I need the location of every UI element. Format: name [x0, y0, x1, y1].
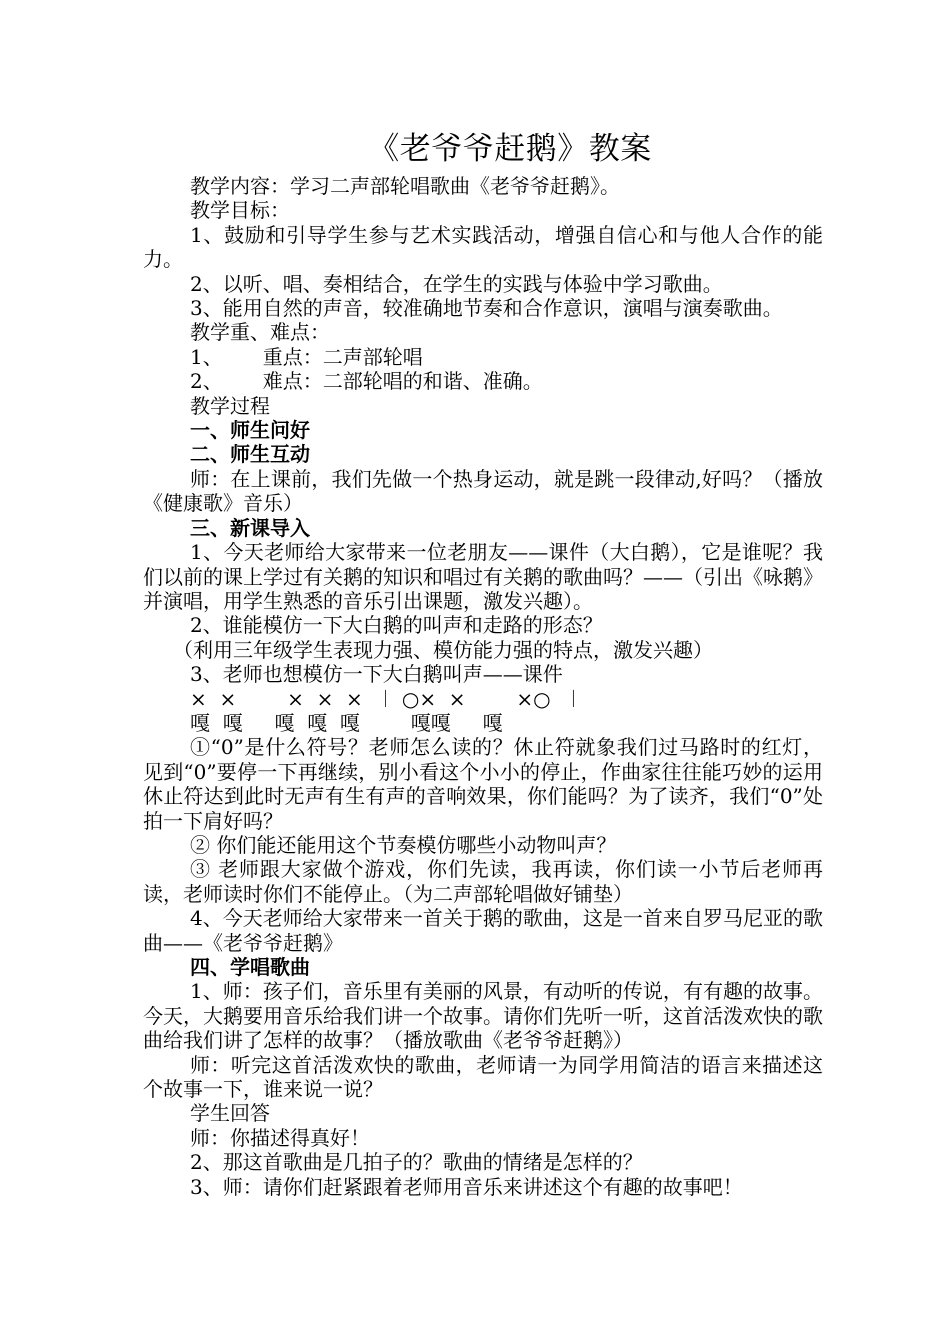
rhythm-notation: × × × × × ︱ ○× × ×○ ︱ [190, 686, 584, 711]
focus-1-number: 1、 [190, 344, 223, 369]
section-3-paragraph-3: （利用三年级学生表现力强、模仿能力强的特点，激发兴趣） [173, 637, 713, 662]
section-4-paragraph-3: 学生回答 [190, 1101, 270, 1126]
section-4-paragraph-6: 3、师：请你们赶紧跟着老师用音乐来讲述这个有趣的故事吧！ [190, 1174, 743, 1199]
focus-2 [143, 369, 823, 393]
section-3-paragraph-4: 3、老师也想模仿一下大白鹅叫声——课件 [190, 662, 563, 687]
focus-2-text: 难点：二部轮唱的和谐、准确。 [262, 369, 543, 394]
teaching-goals-heading: 教学目标： [190, 198, 290, 223]
section-4-paragraph-2: 师：听完这首活泼欢快的歌曲，老师请一为同学用简洁的语言来描述这个故事一下，谁来说一说？ [143, 1052, 823, 1102]
section-2-heading: 二、师生互动 [190, 442, 310, 467]
section-4-paragraph-1: 1、师：孩子们，音乐里有美丽的风景，有动听的传说，有有趣的故事。今天，大鹅要用音乐给我们讲一个故事。请你们先听一听，这首活泼欢快的歌曲给我们讲了怎样的故事？（播放歌曲《老爷爷赶鹅》） [143, 979, 823, 1053]
page-title: 《老爷爷赶鹅》教案 [368, 131, 652, 167]
focus-1-text: 重点：二声部轮唱 [262, 344, 423, 369]
focus-heading: 教学重、难点： [190, 320, 330, 345]
goal-2: 2、以听、唱、奏相结合，在学生的实践与体验中学习歌曲。 [190, 271, 723, 296]
process-heading: 教学过程 [190, 393, 270, 418]
teaching-content: 教学内容：学习二声部轮唱歌曲《老爷爷赶鹅》。 [190, 174, 620, 198]
section-3-paragraph-5: ①“0”是什么符号？老师怎么读的？休止符就象我们过马路时的红灯，见到“0”要停一下再继续，别小看这个小小的停止，作曲家往往能巧妙的运用休止符达到此时无声有生有声的音响效果，你们能吗？为了读齐，我们“0”处拍一下肩好吗？ [143, 735, 823, 833]
goal-1: 1、鼓励和引导学生参与艺术实践活动，增强自信心和与他人合作的能力。 [143, 222, 823, 272]
section-3-paragraph-2: 2、谁能模仿一下大白鹅的叫声和走路的形态？ [190, 613, 603, 638]
section-3-paragraph-8: 4、今天老师给大家带来一首关于鹅的歌曲，这是一首来自罗马尼亚的歌曲——《老爷爷赶鹅》 [143, 906, 823, 955]
section-3-heading: 三、新课导入 [190, 515, 310, 540]
section-1-heading: 一、师生问好 [190, 418, 310, 443]
section-3-paragraph-1: 1、今天老师给大家带来一位老朋友——课件（大白鹅），它是谁呢？我们以前的课上学过有关鹅的知识和唱过有关鹅的歌曲吗？——（引出《咏鹅》并演唱，用学生熟悉的音乐引出课题，激发兴趣）。 [143, 540, 823, 613]
focus-2-number: 2、 [190, 369, 223, 394]
focus-1 [143, 345, 823, 369]
section-2-paragraph: 师：在上课前，我们先做一个热身运动，就是跳一段律动,好吗？（播放《健康歌》音乐） [143, 466, 823, 516]
goal-3: 3、能用自然的声音，较准确地节奏和合作意识，演唱与演奏歌曲。 [190, 296, 783, 321]
section-4-heading: 四、学唱歌曲 [190, 955, 310, 979]
section-3-paragraph-6: ② 你们能还能用这个节奏模仿哪些小动物叫声？ [190, 832, 617, 857]
section-3-paragraph-7: ③ 老师跟大家做个游戏，你们先读，我再读，你们读一小节后老师再读，老师读时你们不能停止。（为二声部轮唱做好铺垫） [143, 857, 823, 906]
rhythm-syllables: 嘎 嘎 嘎 嘎 嘎 嘎嘎 嘎 [190, 710, 503, 735]
section-4-paragraph-4: 师：你描述得真好！ [190, 1125, 370, 1150]
section-4-paragraph-5: 2、那这首歌曲是几拍子的？歌曲的情绪是怎样的？ [190, 1150, 643, 1175]
document-body [143, 174, 823, 1199]
